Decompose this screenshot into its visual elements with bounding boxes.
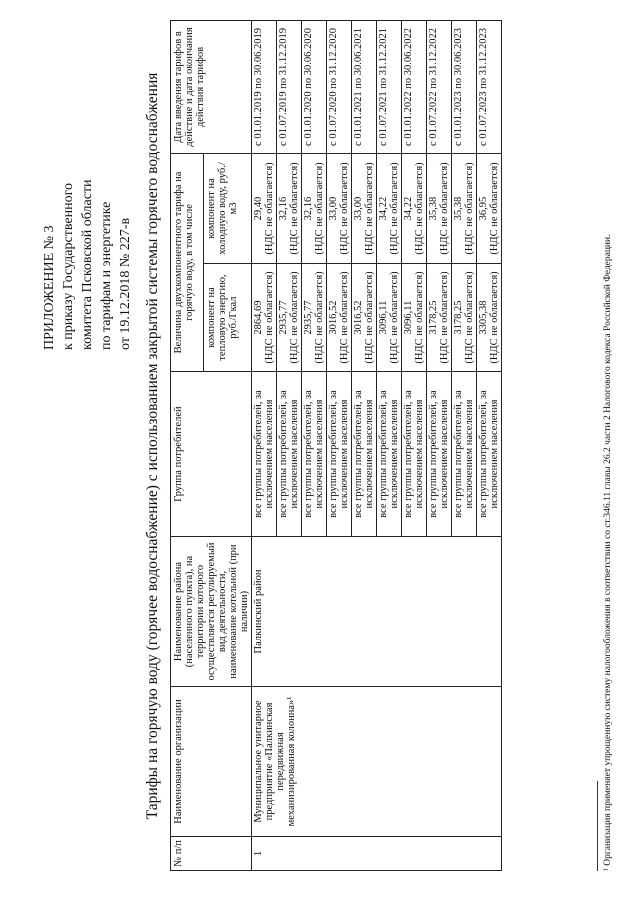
organization-name: Муниципальное унитарное предприятие «Палкинская передвижная механизированная колонна»¹: [252, 687, 502, 837]
vat-note: (НДС не облагается): [439, 271, 450, 364]
heat-value: 3096,11: [378, 300, 389, 335]
row-number: 1: [252, 837, 502, 871]
water-value: 35,38: [428, 196, 439, 221]
heat-component-cell: [277, 264, 302, 372]
vat-note: (НДС не облагается): [314, 271, 325, 364]
header-line: комитета Псковской области: [80, 179, 95, 350]
water-value: 33,00: [353, 196, 364, 221]
appendix-title: ПРИЛОЖЕНИЕ № 3: [42, 225, 57, 350]
validity-period: с 01.01.2020 по 30.06.2020: [302, 20, 327, 153]
vat-note: (НДС не облагается): [439, 162, 450, 255]
heat-value: 2935,77: [303, 300, 314, 335]
vat-note: (НДС не облагается): [489, 271, 500, 364]
footnote: ¹ Организация применяет упрощенную систему налогообложения в соответствии со ст.346.11 главы 26.2 части 2 Налогового кодекса Российской Федерации.: [603, 234, 613, 871]
validity-period: с 01.07.2023 по 31.12.2023: [477, 20, 502, 153]
vat-note: (НДС не облагается): [289, 162, 300, 255]
water-value: 29,40: [253, 196, 264, 221]
consumer-group: все группы потребителей, за исключением населения: [477, 372, 502, 537]
col-header-water: компонент на холодную воду, руб./м3: [204, 153, 252, 263]
water-value: 32,16: [278, 196, 289, 221]
col-header-heat: компонент на тепловую энергию, руб./Гкал: [204, 264, 252, 372]
water-value: 35,38: [453, 196, 464, 221]
document-header: [40, 20, 135, 350]
heat-component-cell: [377, 264, 402, 372]
heat-component-cell: [477, 264, 502, 372]
validity-period: с 01.07.2019 по 31.12.2019: [277, 20, 302, 153]
vat-note: (НДС не облагается): [314, 162, 325, 255]
heat-component-cell: [402, 264, 427, 372]
validity-period: с 01.07.2020 по 31.12.2020: [327, 20, 352, 153]
water-value: 34,22: [403, 196, 414, 221]
vat-note: (НДС не облагается): [389, 162, 400, 255]
water-component-cell: [252, 153, 277, 263]
validity-period: с 01.01.2023 по 30.06.2023: [452, 20, 477, 153]
water-component-cell: [477, 153, 502, 263]
vat-note: (НДС не облагается): [339, 162, 350, 255]
heat-component-cell: [452, 264, 477, 372]
consumer-group: все группы потребителей, за исключением населения: [402, 372, 427, 537]
vat-note: (НДС не облагается): [364, 162, 375, 255]
vat-note: (НДС не облагается): [264, 271, 275, 364]
col-header-dates: Дата введения тарифов в действие и дата окончания действия тарифов: [171, 20, 252, 153]
tariff-table: [170, 20, 502, 871]
col-header-territory: Наименование района (населенного пункта), на территории которого осуществляется регулируемый вид деятельности, наименование котельной (при наличии): [171, 537, 252, 687]
col-header-num: № п/п: [171, 837, 252, 871]
page-title: Тарифы на горячую воду (горячее водоснабжение) с использованием закрытой системы горячего водоснабжения: [144, 72, 161, 820]
vat-note: (НДС не облагается): [464, 271, 475, 364]
vat-note: (НДС не облагается): [389, 271, 400, 364]
consumer-group: все группы потребителей, за исключением населения: [377, 372, 402, 537]
consumer-group: все группы потребителей, за исключением населения: [427, 372, 452, 537]
water-component-cell: [377, 153, 402, 263]
consumer-group: все группы потребителей, за исключением населения: [327, 372, 352, 537]
table-body: [252, 20, 502, 870]
consumer-group: все группы потребителей, за исключением населения: [252, 372, 277, 537]
consumer-group: все группы потребителей, за исключением населения: [352, 372, 377, 537]
water-component-cell: [277, 153, 302, 263]
vat-note: (НДС не облагается): [264, 162, 275, 255]
footnote-divider: [597, 781, 598, 871]
validity-period: с 01.07.2021 по 31.12.2021: [377, 20, 402, 153]
validity-period: с 01.01.2021 по 30.06.2021: [352, 20, 377, 153]
validity-period: с 01.01.2019 по 30.06.2019: [252, 20, 277, 153]
heat-value: 3096,11: [403, 300, 414, 335]
heat-value: 3178,25: [453, 300, 464, 335]
header-line: к приказу Государственного: [61, 183, 76, 350]
water-value: 34,22: [378, 196, 389, 221]
vat-note: (НДС не облагается): [414, 271, 425, 364]
heat-value: 3016,52: [328, 300, 339, 335]
heat-component-cell: [427, 264, 452, 372]
heat-component-cell: [327, 264, 352, 372]
heat-value: 2935,77: [278, 300, 289, 335]
heat-component-cell: [302, 264, 327, 372]
col-header-value: Величина двухкомпонентного тарифа на горячую воду, в том числе: [171, 153, 204, 371]
water-value: 32,16: [303, 196, 314, 221]
col-header-org: Наименование организации: [171, 687, 252, 837]
vat-note: (НДС не облагается): [414, 162, 425, 255]
water-component-cell: [402, 153, 427, 263]
table-row: [252, 20, 277, 870]
water-value: 33,00: [328, 196, 339, 221]
vat-note: (НДС не облагается): [364, 271, 375, 364]
vat-note: (НДС не облагается): [464, 162, 475, 255]
water-component-cell: [327, 153, 352, 263]
validity-period: с 01.01.2022 по 30.06.2022: [402, 20, 427, 153]
heat-value: 3016,52: [353, 300, 364, 335]
water-component-cell: [352, 153, 377, 263]
territory-name: Палкинский район: [252, 537, 502, 687]
table-header-row: [171, 20, 204, 870]
heat-value: 3305,38: [478, 300, 489, 335]
vat-note: (НДС не облагается): [339, 271, 350, 364]
order-date: от 19.12.2018 № 227-в: [118, 217, 133, 350]
water-component-cell: [427, 153, 452, 263]
consumer-group: все группы потребителей, за исключением населения: [277, 372, 302, 537]
heat-component-cell: [352, 264, 377, 372]
water-component-cell: [452, 153, 477, 263]
water-value: 36,95: [478, 196, 489, 221]
validity-period: с 01.07.2022 по 31.12.2022: [427, 20, 452, 153]
heat-value: 2864,69: [253, 300, 264, 335]
col-header-group: Группа потребителей: [171, 372, 252, 537]
header-line: по тарифам и энергетике: [99, 201, 114, 350]
heat-value: 3178,25: [428, 300, 439, 335]
heat-component-cell: [252, 264, 277, 372]
consumer-group: все группы потребителей, за исключением населения: [452, 372, 477, 537]
vat-note: (НДС не облагается): [489, 162, 500, 255]
vat-note: (НДС не облагается): [289, 271, 300, 364]
consumer-group: все группы потребителей, за исключением населения: [302, 372, 327, 537]
water-component-cell: [302, 153, 327, 263]
